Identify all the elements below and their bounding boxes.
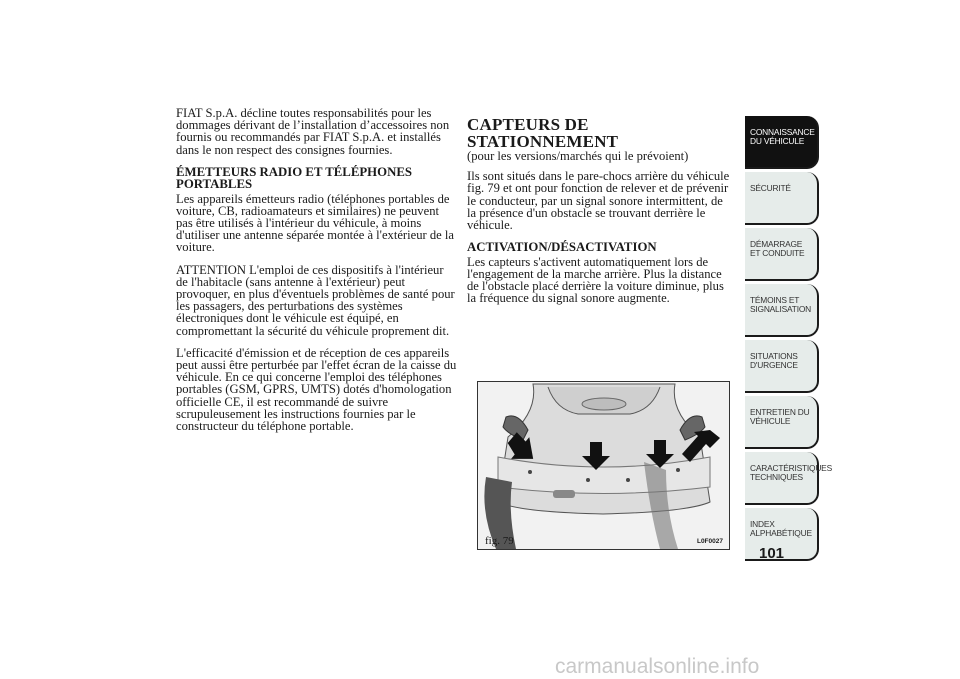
activation-paragraph: Les capteurs s'activent automatiquement lors de l'engagement de la marche arrière. Plus la distance de l'obstacle placé derrière la voiture diminue, plus la fréquence du signal sonore augmente.: [467, 254, 724, 306]
sensors-paragraph: Ils sont situés dans le pare-chocs arrière du véhicule fig. 79 et ont pour fonction de relever et de prévenir le conducteur, par un signal sonore intermittent, de la présence d'un obstacle se trouvant derrière le véhicule.: [467, 169, 730, 233]
tab-label: SÉCURITÉ: [750, 183, 791, 193]
rear-bumper-figure: [477, 381, 730, 550]
tab-situations-urgence[interactable]: [745, 340, 819, 393]
radio-section-heading: ÉMETTEURS RADIO ET TÉLÉPHONES PORTABLES: [176, 164, 412, 192]
activation-heading: ACTIVATION/DÉSACTIVATION: [467, 240, 657, 255]
car-rear-illustration: [478, 382, 729, 549]
tab-securite[interactable]: [745, 172, 819, 225]
chapter-tabs: [745, 116, 832, 564]
tab-label: INDEX ALPHABÉTIQUE: [750, 519, 812, 539]
phone-paragraph: L'efficacité d'émission et de réception de ces appareils peut aussi être perturbée par l'effet écran de la caisse du véhicule. En ce qui concerne l'emploi des téléphones portables (GSM, GPRS, UMTS) dotés d'homologation officielle CE, il est recommandé de suivre scrupuleusement les instructions fournies par le constructeur du téléphone portable.: [176, 345, 457, 434]
page-number: 101: [759, 545, 785, 562]
radio-paragraph: Les appareils émetteurs radio (téléphones portables de voiture, CB, radioamateurs et similaires) ne peuvent pas être utilisés à l'intérieur du véhicule, à moins d'utiliser une antenne séparée montée à l'extérieur de la voiture.: [176, 191, 454, 255]
tab-label: DÉMARRAGE ET CONDUITE: [750, 239, 805, 259]
tab-entretien-vehicule[interactable]: [745, 396, 819, 449]
tab-temoins-signalisation[interactable]: [745, 284, 819, 337]
tab-label: SITUATIONS D'URGENCE: [750, 351, 798, 371]
tab-connaissance-vehicule[interactable]: [745, 116, 819, 169]
tab-label: CARACTÉRISTIQUES TECHNIQUES: [750, 463, 832, 483]
figure-code: L0F0027: [696, 538, 723, 545]
tab-label: TÉMOINS ET SIGNALISATION: [750, 295, 812, 315]
warning-paragraph: ATTENTION L'emploi de ces dispositifs à l'intérieur de l'habitacle (sans antenne à l'extérieur) peut provoquer, en plus d'éventuels problèmes de santé pour les passagers, des perturbations des systèmes électroniques dont le véhicule est équipé, en compromettant la sécurité du véhicule proprement dit.: [176, 262, 455, 338]
right-column: [467, 116, 732, 314]
tab-demarrage-conduite[interactable]: [745, 228, 819, 281]
section-subtitle: (pour les versions/marchés qui le prévoient): [467, 149, 689, 163]
tab-caracteristiques-techniques[interactable]: [745, 452, 832, 505]
figure-caption: fig. 79: [485, 535, 514, 547]
left-column: [176, 107, 458, 442]
section-title: CAPTEURS DE STATIONNEMENT: [467, 115, 619, 151]
disclaimer-paragraph: FIAT S.p.A. décline toutes responsabilités pour les dommages dérivant de l’installation d’accessoires non fournis ou recommandés par FIAT S.p.A. et installés dans le non respect des consignes fournies.: [176, 106, 450, 157]
watermark: carmanualsonline.info: [555, 655, 760, 678]
tab-label: CONNAISSANCE DU VÉHICULE: [750, 127, 815, 147]
tab-label: ENTRETIEN DU VÉHICULE: [750, 407, 810, 427]
